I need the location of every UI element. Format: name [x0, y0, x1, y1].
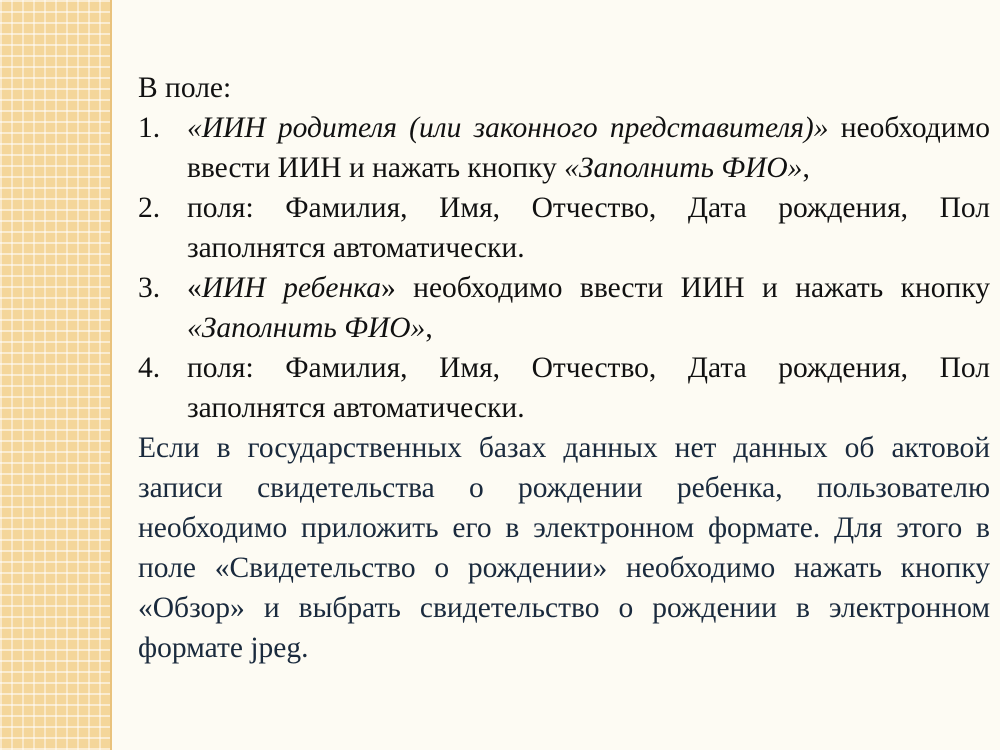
step-number: 4. — [138, 352, 161, 384]
step-item-2 — [138, 188, 990, 268]
step-field-name: ИИН ребенка — [201, 272, 381, 304]
step-text-part: поля: Фамилия, Имя, Отчество, Дата рождения, Пол заполнятся автоматически. — [187, 352, 990, 424]
step-button-name: «Заполнить ФИО» — [564, 152, 803, 184]
decorative-stripe-edge — [110, 0, 112, 750]
steps-list — [138, 108, 990, 428]
step-item-4 — [138, 348, 990, 428]
step-text-part: , — [802, 152, 810, 184]
step-item-1 — [138, 108, 990, 188]
slide-content — [138, 68, 990, 668]
step-field-name: «ИИН родителя (или законного представителя)» — [187, 112, 829, 144]
step-item-3 — [138, 268, 990, 348]
step-text-part: , — [425, 312, 433, 344]
step-text-part: необходимо ввести ИИН и нажать кнопку — [187, 112, 990, 184]
step-number: 1. — [138, 112, 161, 144]
decorative-side-stripe — [0, 0, 110, 750]
step-number: 2. — [138, 192, 161, 224]
step-text-part: » — [380, 272, 396, 304]
step-text-part: поля: Фамилия, Имя, Отчество, Дата рождения, Пол заполнятся автоматически. — [187, 192, 990, 264]
step-number: 3. — [138, 272, 161, 304]
step-text-part: необходимо ввести ИИН и нажать кнопку — [395, 272, 990, 304]
step-text-part: « — [187, 272, 202, 304]
step-button-name: «Заполнить ФИО» — [187, 312, 426, 344]
intro-text: В поле: — [138, 72, 232, 104]
note-paragraph: Если в государственных базах данных нет данных об актовой записи свидетельства о рождении ребенка, пользователю необходимо приложить его в электронном формате. Для этого в поле «Свидетельство о рождении» необходимо нажать кнопку «Обзор» и выбрать свидетельство о рождении в электронном формате jpeg. — [138, 432, 990, 664]
